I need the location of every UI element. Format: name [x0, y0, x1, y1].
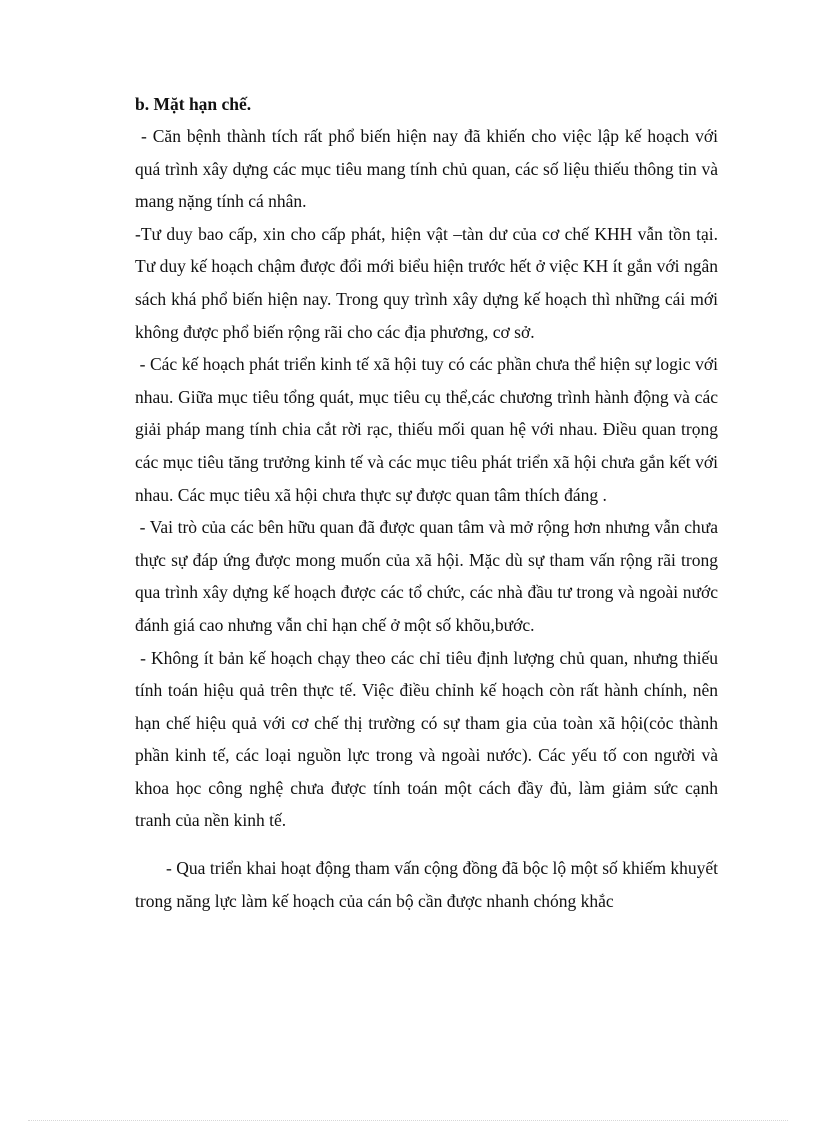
page-bottom-divider [28, 1120, 788, 1121]
paragraph-6: - Qua triển khai hoạt động tham vấn cộng đồng đã bộc lộ một số khiếm khuyết trong năng lực làm kế hoạch của cán bộ cần được nhanh chóng khắc [135, 858, 723, 911]
paragraph-5: - Không ít bản kế hoạch chạy theo các chỉ tiêu định lượng chủ quan, nhưng thiếu tính toán hiệu quả trên thực tế. Việc điều chỉnh kế hoạch còn rất hành chính, nên hạn chế hiệu quả với cơ chế thị trường có sự tham gia của toàn xã hội(cỏc thành phần kinh tế, các loại nguồn lực trong và ngoài nước). Các yếu tố con người và khoa học công nghệ chưa được tính toán một cách đầy đủ, làm giảm sức cạnh tranh của nền kinh tế. [135, 647, 723, 831]
paragraph-1: - Căn bệnh thành tích rất phổ biến hiện nay đã khiến cho việc lập kế hoạch với quá trình xây dựng các mục tiêu mang tính chủ quan, các số liệu thiếu thông tin và mang nặng tính cá nhân. [135, 126, 723, 212]
paragraph-4: - Vai trò của các bên hữu quan đã được quan tâm và mở rộng hơn nhưng vẫn chưa thực sự đáp ứng được mong muốn của xã hội. Mặc dù sự tham vấn rộng rãi trong qua trình xây dựng kế hoạch được các tổ chức, các nhà đầu tư trong và ngoài nước đánh giá cao nhưng vẫn chỉ hạn chế ở một số khõu,bước. [135, 517, 723, 635]
document-page [135, 88, 723, 917]
section-heading: b. Mặt hạn chế. [135, 94, 252, 114]
paragraph-3: - Các kế hoạch phát triển kinh tế xã hội tuy có các phần chưa thể hiện sự logic với nhau. Giữa mục tiêu tổng quát, mục tiêu cụ thể,các chương trình hành động và các giải pháp mang tính chia cắt rời rạc, thiếu mối quan hệ với nhau. Điều quan trọng các mục tiêu tăng trưởng kinh tế và các mục tiêu phát triển xã hội chưa gắn kết với nhau. Các mục tiêu xã hội chưa thực sự được quan tâm thích đáng . [135, 354, 723, 505]
paragraph-2: -Tư duy bao cấp, xin cho cấp phát, hiện vật –tàn dư của cơ chế KHH vẫn tồn tại. Tư duy kế hoạch chậm được đổi mới biểu hiện trước hết ở việc KH ít gắn với ngân sách khá phổ biến hiện nay. Trong quy trình xây dựng kế hoạch thì những cái mới không được phổ biến rộng rãi cho các địa phương, cơ sở. [135, 223, 723, 342]
